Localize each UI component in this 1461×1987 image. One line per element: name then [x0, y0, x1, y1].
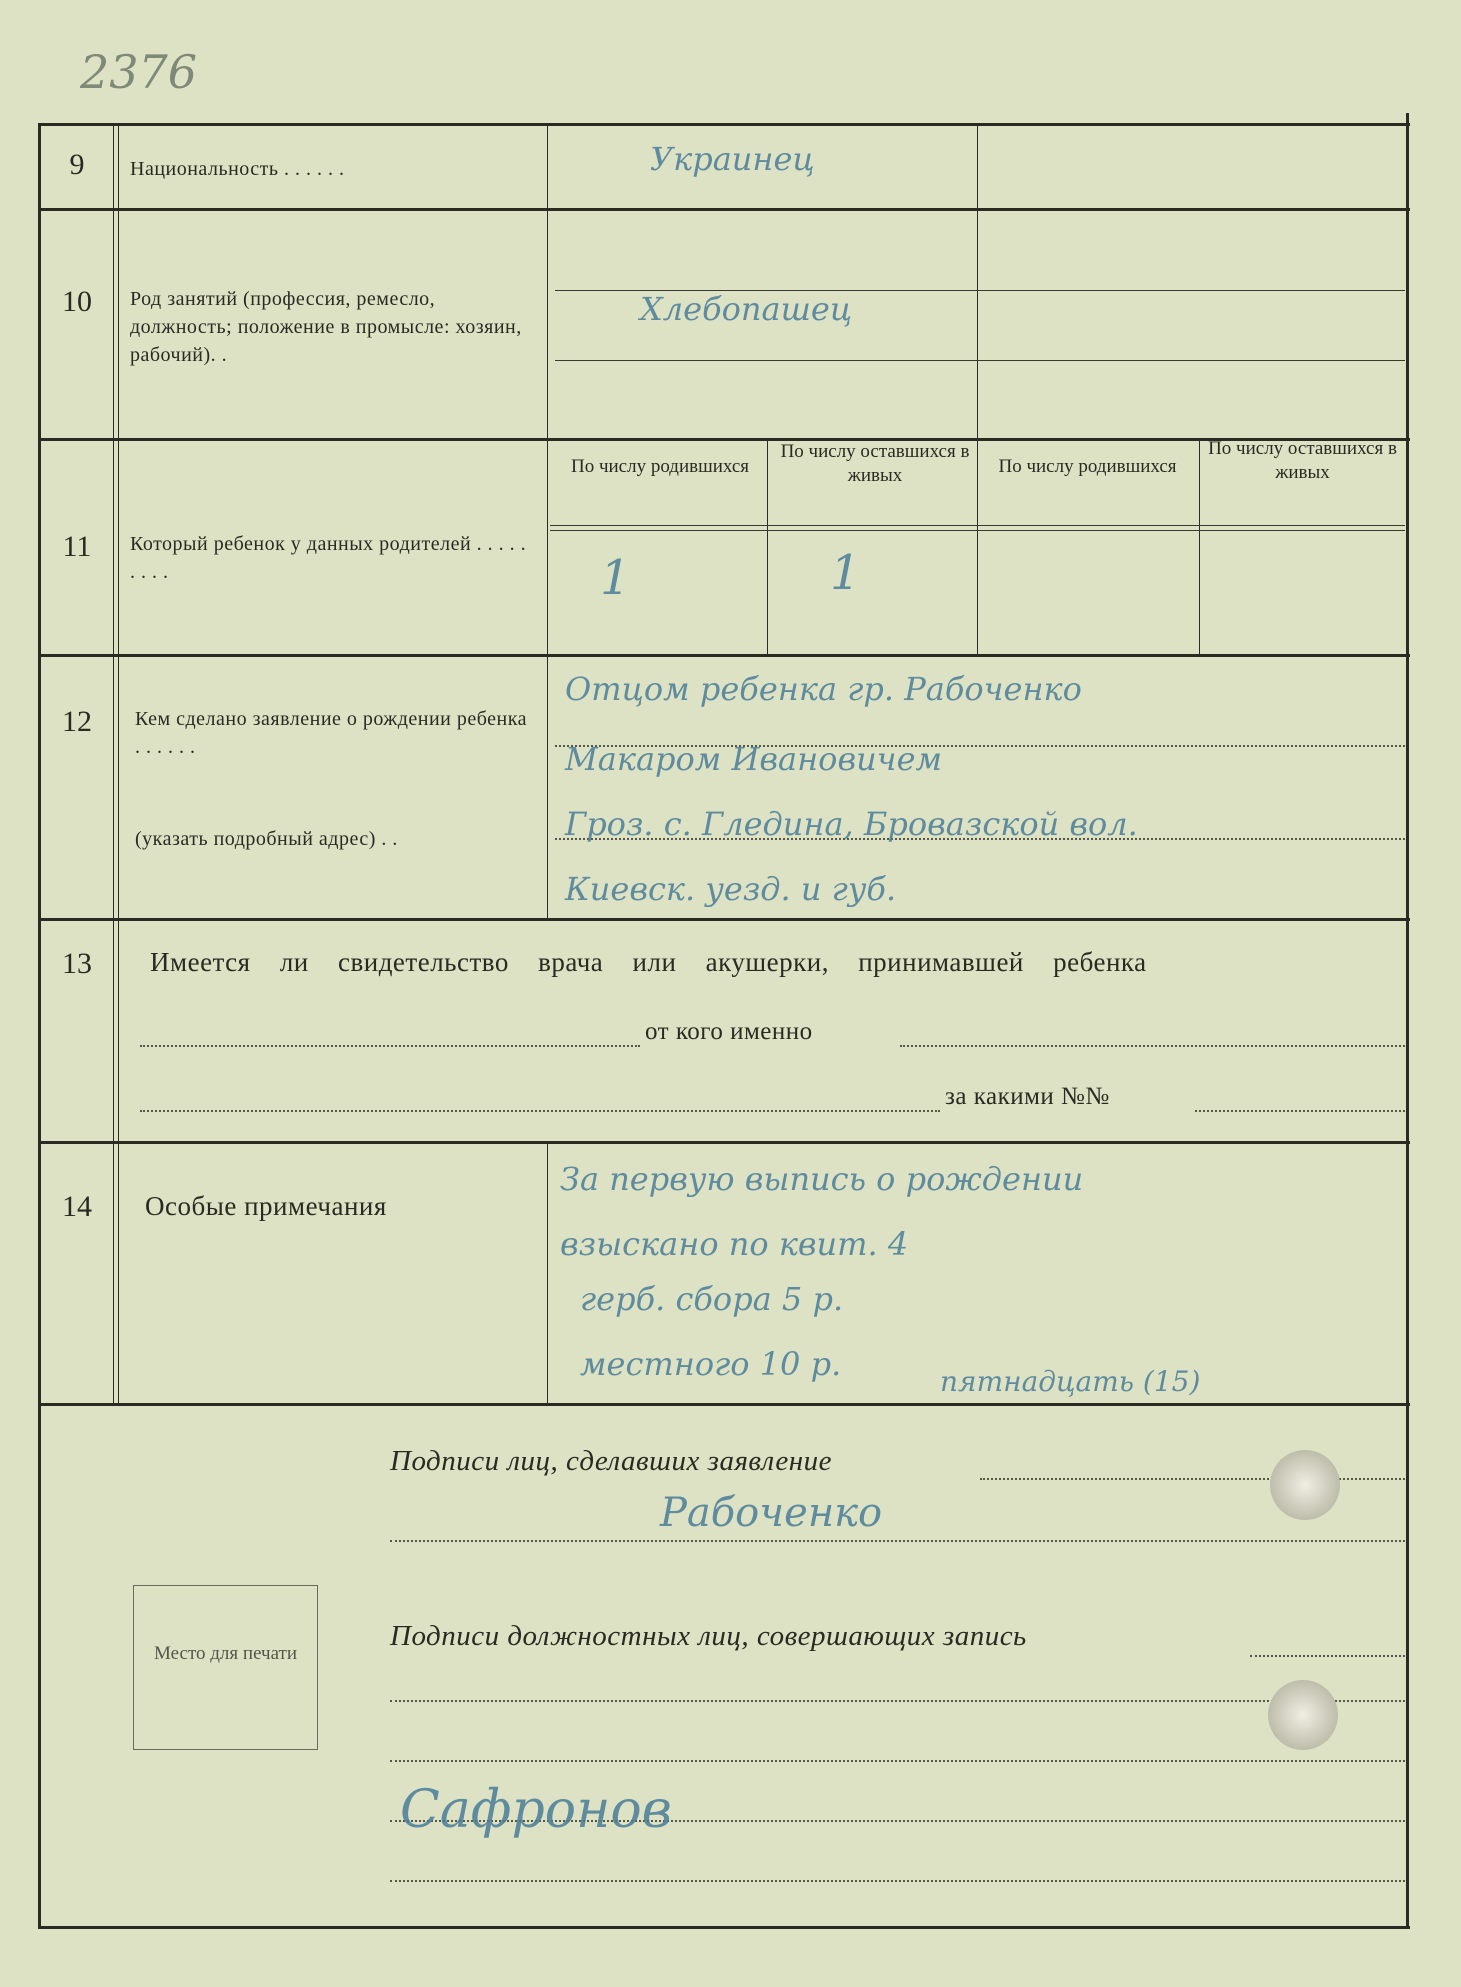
handwritten-line: Гроз. с. Гледина, Бровазской вол.	[565, 805, 1138, 843]
binding-hole	[1268, 1680, 1338, 1750]
label-column-divider	[547, 123, 548, 920]
row-separator	[38, 918, 1410, 921]
handwritten-line: взыскано по квит. 4	[560, 1225, 909, 1263]
subheader-alive: По числу оставшихся в живых	[780, 441, 970, 486]
entry-column-divider	[977, 123, 978, 655]
row-label-note: (указать подробный адрес) . .	[135, 828, 398, 850]
binding-hole	[1270, 1450, 1340, 1520]
subcolumn-divider	[1199, 440, 1200, 654]
applicant-signature: Рабоченко	[660, 1490, 883, 1536]
row-label: Национальность . . . . . .	[130, 158, 345, 180]
table-top-border	[38, 123, 1410, 126]
subheader-line	[550, 530, 1405, 531]
subheader-born: По числу родившихся	[570, 456, 750, 477]
row-label: Особые примечания	[145, 1191, 387, 1221]
handwritten-line: местного 10 р.	[580, 1345, 842, 1383]
handwritten-line: пятнадцать (15)	[940, 1365, 1201, 1398]
entry-line	[900, 1045, 1405, 1047]
handwritten-entry: Хлебопашец	[640, 290, 853, 328]
handwritten-line: За первую выпись о рождении	[560, 1160, 1084, 1198]
signature-line	[980, 1478, 1405, 1480]
officials-signature-label: Подписи должностных лиц, совершающих запись	[390, 1620, 1027, 1652]
row-number: 14	[62, 1190, 92, 1223]
count-born: 1	[600, 550, 631, 606]
handwritten-entry: Украинец	[650, 140, 815, 178]
count-alive: 1	[830, 545, 861, 601]
row-number: 9	[69, 148, 85, 181]
entry-line	[140, 1045, 640, 1047]
official-signature: Сафронов	[400, 1780, 672, 1840]
row-label: Который ребенок у данных родителей . . . . . . . . .	[130, 533, 527, 583]
signature-line	[390, 1760, 1405, 1762]
row-number: 11	[62, 530, 92, 563]
row-separator	[38, 208, 1410, 211]
signature-line	[390, 1700, 1405, 1702]
handwritten-line: Отцом ребенка гр. Рабоченко	[565, 670, 1082, 708]
signature-line	[1250, 1655, 1405, 1657]
signature-line	[390, 1540, 1405, 1542]
handwritten-line: герб. сбора 5 р.	[580, 1280, 844, 1318]
row-separator	[38, 1141, 1410, 1144]
subheader-line	[550, 525, 1405, 526]
subheader-born: По числу родившихся	[998, 456, 1177, 477]
label-column-divider	[547, 1143, 548, 1405]
subcolumn-divider	[767, 440, 768, 654]
table-right-border	[1406, 113, 1409, 1928]
signature-line	[390, 1880, 1405, 1882]
archive-number: 2376	[80, 45, 198, 99]
table-bottom-border	[38, 1926, 1410, 1929]
entry-line	[555, 360, 1405, 361]
row-number: 12	[62, 705, 92, 738]
entry-line	[1195, 1110, 1405, 1112]
number-column-divider	[118, 123, 119, 1403]
from-whom-label: от кого именно	[645, 1018, 813, 1045]
seal-place-label: Место для печати	[153, 1643, 298, 1664]
entry-line	[140, 1110, 940, 1112]
row-label: Род занятий (профессия, ремесло, должность; положение в промысле: хозяин, рабочий). .	[130, 288, 522, 366]
row-separator	[38, 654, 1410, 657]
subheader-alive: По числу оставшихся в живых	[1208, 438, 1397, 483]
row-separator	[38, 1403, 1410, 1406]
row-number: 13	[62, 947, 92, 980]
row-number: 10	[62, 285, 92, 318]
row-label: Имеется ли свидетельство врача или акушерки, принимавшей ребенка	[150, 947, 1147, 977]
row-label: Кем сделано заявление о рождении ребенка . . . . . .	[135, 708, 528, 758]
handwritten-line: Макаром Ивановичем	[565, 740, 943, 778]
handwritten-line: Киевск. уезд. и губ.	[565, 870, 897, 908]
by-number-label: за какими №№	[945, 1083, 1110, 1110]
number-column-divider	[113, 123, 114, 1403]
applicants-signature-label: Подписи лиц, сделавших заявление	[390, 1445, 833, 1477]
seal-place-box	[133, 1585, 318, 1750]
table-left-border	[38, 123, 41, 1928]
